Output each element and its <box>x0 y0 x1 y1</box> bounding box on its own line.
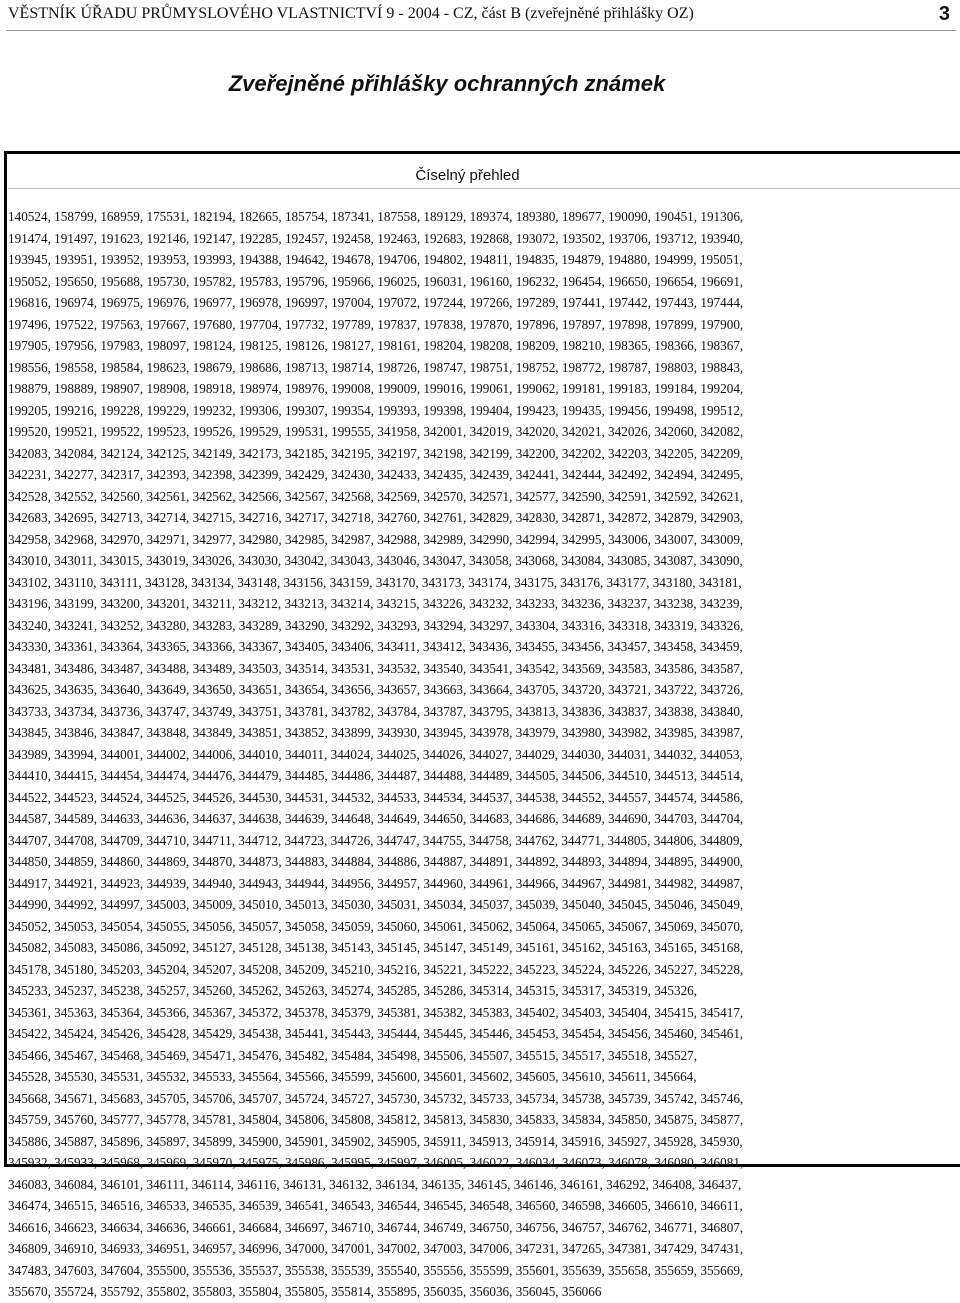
number-line: 347483, 347603, 347604, 355500, 355536, 355537, 355538, 355539, 355540, 355556, 355599, 355601, 355639, 355658, 355659, 355669, <box>8 1262 744 1278</box>
number-line: 344850, 344859, 344860, 344869, 344870, 344873, 344883, 344884, 344886, 344887, 344891, 344892, 344893, 344894, 344895, 344900, <box>8 854 744 869</box>
number-line: 345052, 345053, 345054, 345055, 345056, 345057, 345058, 345059, 345060, 345061, 345062, 345064, 345065, 345067, 345069, 345070, <box>8 918 744 934</box>
number-line: 345361, 345363, 345364, 345366, 345367, 345372, 345378, 345379, 345381, 345382, 345383, 345402, 345403, 345404, 345415, 345417, <box>8 1004 744 1020</box>
number-line: 346474, 346515, 346516, 346533, 346535, 346539, 346541, 346543, 346544, 346545, 346548, 346560, 346598, 346605, 346610, 346611, <box>8 1198 743 1213</box>
number-line: 343196, 343199, 343200, 343201, 343211, 343212, 343213, 343214, 343215, 343226, 343232, 343233, 343236, 343237, 343238, 343239, <box>8 596 743 611</box>
number-line: 197905, 197956, 197983, 198097, 198124, 198125, 198126, 198127, 198161, 198204, 198208, 198209, 198210, 198365, 198366, 198367, <box>8 338 744 353</box>
number-line: 344990, 344992, 344997, 345003, 345009, 345010, 345013, 345030, 345031, 345034, 345037, 345039, 345040, 345045, 345046, 345049, <box>8 897 744 912</box>
number-line: 343102, 343110, 343111, 343128, 343134, 343148, 343156, 343159, 343170, 343173, 343174, 343175, 343176, 343177, 343180, 343181, <box>8 574 742 590</box>
number-line: 199205, 199216, 199228, 199229, 199232, 199306, 199307, 199354, 199393, 199398, 199404, 199423, 199435, 199456, 199498, 199512, <box>8 402 744 418</box>
number-line: 198879, 198889, 198907, 198908, 198918, 198974, 198976, 199008, 199009, 199016, 199061, 199062, 199181, 199183, 199184, 199204, <box>8 381 744 396</box>
number-line: 345528, 345530, 345531, 345532, 345533, 345564, 345566, 345599, 345600, 345601, 345602, 345605, 345610, 345611, 345664, <box>8 1069 697 1084</box>
number-line: 344587, 344589, 344633, 344636, 344637, 344638, 344639, 344648, 344649, 344650, 344683, 344686, 344689, 344690, 344703, 344704, <box>8 811 744 826</box>
number-line: 345178, 345180, 345203, 345204, 345207, 345208, 345209, 345210, 345216, 345221, 345222, 345223, 345224, 345226, 345227, 345228, <box>8 961 744 977</box>
number-line: 343625, 343635, 343640, 343649, 343650, 343651, 343654, 343656, 343657, 343663, 343664, 343705, 343720, 343721, 343722, 343726, <box>8 682 744 697</box>
number-line: 345759, 345760, 345777, 345778, 345781, 345804, 345806, 345808, 345812, 345813, 345830, 345833, 345834, 345850, 345875, 345877, <box>8 1112 744 1127</box>
number-line: 344522, 344523, 344524, 344525, 344526, 344530, 344531, 344532, 344533, 344534, 344537, 344538, 344552, 344557, 344574, 344586, <box>8 789 744 805</box>
number-line: 199520, 199521, 199522, 199523, 199526, 199529, 199531, 199555, 341958, 342001, 342019, 342020, 342021, 342026, 342060, 342082, <box>8 424 744 439</box>
number-line: 343481, 343486, 343487, 343488, 343489, 343503, 343514, 343531, 343532, 343540, 343541, 343542, 343569, 343583, 343586, 343587, <box>8 660 744 676</box>
number-line: 346083, 346084, 346101, 346111, 346114, 346116, 346131, 346132, 346134, 346135, 346145, 346146, 346161, 346292, 346408, 346437, <box>8 1176 742 1192</box>
number-line: 345466, 345467, 345468, 345469, 345471, 345476, 345482, 345484, 345498, 345506, 345507, 345515, 345517, 345518, 345527, <box>8 1047 698 1063</box>
number-line: 342231, 342277, 342317, 342393, 342398, 342399, 342429, 342430, 342433, 342435, 342439, 342441, 342444, 342492, 342494, 342495, <box>8 467 744 482</box>
number-line: 342083, 342084, 342124, 342125, 342149, 342173, 342185, 342195, 342197, 342198, 342199, 342200, 342202, 342203, 342205, 342209, <box>8 445 744 461</box>
number-line: 344707, 344708, 344709, 344710, 344711, 344712, 344723, 344726, 344747, 344755, 344758, 344762, 344771, 344805, 344806, 344809, <box>8 832 743 848</box>
number-line: 193945, 193951, 193952, 193953, 193993, 194388, 194642, 194678, 194706, 194802, 194811, 194835, 194879, 194880, 194999, 195051, <box>8 252 743 267</box>
number-line: 191474, 191497, 191623, 192146, 192147, 192285, 192457, 192458, 192463, 192683, 192868, 193072, 193502, 193706, 193712, 193940, <box>8 230 744 246</box>
running-header <box>8 3 958 29</box>
number-line: 355670, 355724, 355792, 355802, 355803, 355804, 355805, 355814, 355895, 356035, 356036, 356045, 356066 <box>8 1284 602 1299</box>
number-line: 345233, 345237, 345238, 345257, 345260, 345262, 345263, 345274, 345285, 345286, 345314, 345315, 345317, 345319, 345326, <box>8 983 698 998</box>
number-line: 197496, 197522, 197563, 197667, 197680, 197704, 197732, 197789, 197837, 197838, 197870, 197896, 197897, 197898, 197899, 197900, <box>8 316 744 332</box>
number-line: 196816, 196974, 196975, 196976, 196977, 196978, 196997, 197004, 197072, 197244, 197266, 197289, 197441, 197442, 197443, 197444, <box>8 295 744 310</box>
number-line: 344410, 344415, 344454, 344474, 344476, 344479, 344485, 344486, 344487, 344488, 344489, 344505, 344506, 344510, 344513, 344514, <box>8 768 744 783</box>
running-title: VĚSTNÍK ÚŘADU PRŮMYSLOVÉHO VLASTNICTVÍ 9 - 2004 - CZ, část B (zveřejněné přihlášky OZ) <box>8 5 694 22</box>
number-line: 342528, 342552, 342560, 342561, 342562, 342566, 342567, 342568, 342569, 342570, 342571, 342577, 342590, 342591, 342592, 342621, <box>8 488 744 504</box>
header-divider <box>6 30 956 31</box>
number-line: 343845, 343846, 343847, 343848, 343849, 343851, 343852, 343899, 343930, 343945, 343978, 343979, 343980, 343982, 343985, 343987, <box>8 725 744 740</box>
number-line: 198556, 198558, 198584, 198623, 198679, 198686, 198713, 198714, 198726, 198747, 198751, 198752, 198772, 198787, 198803, 198843, <box>8 359 744 375</box>
number-line: 346616, 346623, 346634, 346636, 346661, 346684, 346697, 346710, 346744, 346749, 346750, 346756, 346757, 346762, 346771, 346807, <box>8 1219 744 1235</box>
number-line: 343733, 343734, 343736, 343747, 343749, 343751, 343781, 343782, 343784, 343787, 343795, 343813, 343836, 343837, 343838, 343840, <box>8 703 744 719</box>
number-line: 195052, 195650, 195688, 195730, 195782, 195783, 195796, 195966, 196025, 196031, 196160, 196232, 196454, 196650, 196654, 196691, <box>8 273 744 289</box>
number-line: 344917, 344921, 344923, 344939, 344940, 344943, 344944, 344956, 344957, 344960, 344961, 344966, 344967, 344981, 344982, 344987, <box>8 875 744 891</box>
number-line: 345422, 345424, 345426, 345428, 345429, 345438, 345441, 345443, 345444, 345445, 345446, 345453, 345454, 345456, 345460, 345461, <box>8 1026 744 1041</box>
application-number-list <box>8 206 908 1303</box>
number-line: 343010, 343011, 343015, 343019, 343026, 343030, 343042, 343043, 343046, 343047, 343058, 343068, 343084, 343085, 343087, 343090, <box>8 553 743 568</box>
number-line: 342958, 342968, 342970, 342971, 342977, 342980, 342985, 342987, 342988, 342989, 342990, 342994, 342995, 343006, 343007, 343009, <box>8 531 744 547</box>
number-line: 345082, 345083, 345086, 345092, 345127, 345128, 345138, 345143, 345145, 345147, 345149, 345161, 345162, 345163, 345165, 345168, <box>8 940 744 955</box>
number-line: 346809, 346910, 346933, 346951, 346957, 346996, 347000, 347001, 347002, 347003, 347006, 347231, 347265, 347381, 347429, 347431, <box>8 1241 744 1256</box>
number-line: 342683, 342695, 342713, 342714, 342715, 342716, 342717, 342718, 342760, 342761, 342829, 342830, 342871, 342872, 342879, 342903, <box>8 510 744 525</box>
number-line: 345886, 345887, 345896, 345897, 345899, 345900, 345901, 345902, 345905, 345911, 345913, 345914, 345916, 345927, 345928, 345930, <box>8 1133 743 1149</box>
number-line: 345668, 345671, 345683, 345705, 345706, 345707, 345724, 345727, 345730, 345732, 345733, 345734, 345738, 345739, 345742, 345746, <box>8 1090 744 1106</box>
subsection-title: Číselný přehled <box>415 167 520 184</box>
section-title: Zveřejněné přihlášky ochranných známek <box>228 71 666 96</box>
number-line: 343989, 343994, 344001, 344002, 344006, 344010, 344011, 344024, 344025, 344026, 344027, 344029, 344030, 344031, 344032, 344053, <box>8 746 743 762</box>
number-line: 345932, 345933, 345968, 345969, 345970, 345975, 345986, 345995, 345997, 346005, 346022, 346034, 346073, 346078, 346080, 346081, <box>8 1155 744 1170</box>
subsection-divider <box>8 188 960 189</box>
number-line: 343330, 343361, 343364, 343365, 343366, 343367, 343405, 343406, 343411, 343412, 343436, 343455, 343456, 343457, 343458, 343459, <box>8 639 743 654</box>
number-line: 343240, 343241, 343252, 343280, 343283, 343289, 343290, 343292, 343293, 343294, 343297, 343304, 343316, 343318, 343319, 343326, <box>8 617 744 633</box>
page-number: 3 <box>938 3 950 25</box>
number-line: 140524, 158799, 168959, 175531, 182194, 182665, 185754, 187341, 187558, 189129, 189374, 189380, 189677, 190090, 190451, 191306, <box>8 209 744 224</box>
